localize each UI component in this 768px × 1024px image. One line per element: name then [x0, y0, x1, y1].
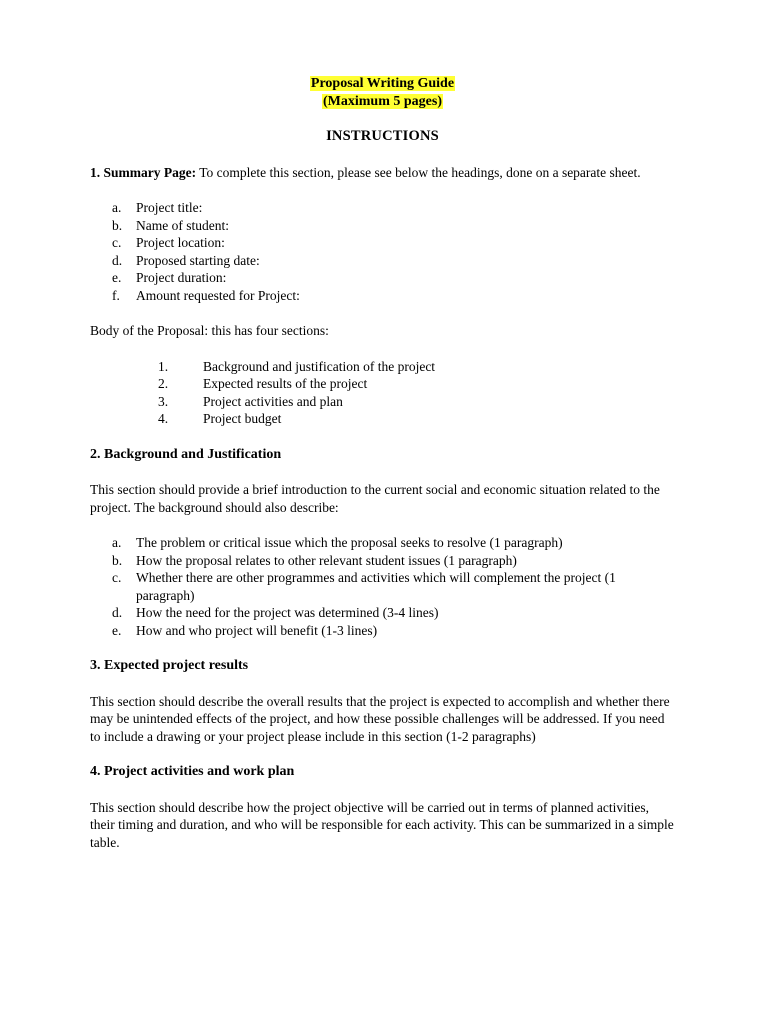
list-item-text: Background and justification of the project — [203, 358, 436, 374]
list-item — [90, 604, 675, 622]
section4-heading: 4. Project activities and work plan — [90, 764, 295, 779]
list-item — [90, 217, 675, 235]
summary-items-list — [90, 199, 675, 304]
list-item-text: Project duration: — [136, 270, 227, 285]
section1-heading: 1. Summary Page: — [90, 164, 197, 180]
list-item — [90, 375, 675, 393]
section1-paragraph — [90, 164, 675, 182]
list-marker: f. — [112, 287, 120, 303]
list-item-text: Whether there are other programmes and activities which will complement the project (1 paragraph) — [136, 570, 616, 603]
section1-text: To complete this section, please see below the headings, done on a separate sheet. — [196, 164, 641, 180]
list-marker: c. — [112, 235, 122, 250]
list-item-text: Project budget — [203, 411, 282, 426]
section3-heading: 3. Expected project results — [90, 658, 249, 673]
list-item-text: How and who project will benefit (1-3 lines) — [136, 622, 378, 638]
document-title — [90, 75, 675, 111]
list-item-text: The problem or critical issue which the proposal seeks to resolve (1 paragraph) — [136, 535, 563, 550]
list-item-text: How the need for the project was determined (3-4 lines) — [136, 605, 439, 620]
list-item-text: Proposed starting date: — [136, 252, 260, 268]
list-item-text: Project location: — [136, 235, 225, 250]
list-item-text: Project activities and plan — [203, 393, 343, 409]
list-item — [90, 552, 675, 570]
list-marker: a. — [112, 200, 122, 215]
list-item-text: How the proposal relates to other relevant student issues (1 paragraph) — [136, 552, 517, 568]
section2-heading: 2. Background and Justification — [90, 446, 282, 462]
title-line-2: (Maximum 5 pages) — [323, 94, 442, 109]
document-page — [90, 75, 675, 851]
list-marker: a. — [112, 535, 122, 550]
instructions-heading: INSTRUCTIONS — [326, 128, 439, 144]
list-marker: 3. — [158, 393, 169, 409]
list-item — [90, 534, 675, 552]
list-marker: d. — [112, 605, 123, 620]
body-intro: Body of the Proposal: this has four sections: — [90, 323, 329, 338]
title-line-1: Proposal Writing Guide — [310, 76, 455, 91]
list-item — [90, 199, 675, 217]
list-marker: b. — [112, 552, 123, 568]
list-marker: e. — [112, 270, 122, 285]
list-marker: 2. — [158, 376, 169, 391]
section2-text: This section should provide a brief introduction to the current social and economic situation related to the project. The background should also describe: — [90, 482, 660, 515]
list-item — [90, 269, 675, 287]
list-item — [90, 569, 675, 604]
list-item — [90, 287, 675, 305]
list-marker: b. — [112, 217, 123, 233]
list-marker: 1. — [158, 358, 169, 374]
list-marker: e. — [112, 622, 122, 638]
section4-text: This section should describe how the project objective will be carried out in terms of planned activities, their timing and duration, and who will be responsible for each activity. This can be summarized in a simple table. — [90, 799, 674, 850]
list-item-text: Project title: — [136, 200, 203, 215]
list-item — [90, 622, 675, 640]
list-item-text: Expected results of the project — [203, 376, 368, 391]
list-item — [90, 234, 675, 252]
list-item — [90, 393, 675, 411]
list-item-text: Name of student: — [136, 217, 229, 233]
background-items-list — [90, 534, 675, 639]
list-item — [90, 410, 675, 428]
list-item — [90, 252, 675, 270]
list-item — [90, 358, 675, 376]
body-sections-list — [90, 358, 675, 428]
section3-text: This section should describe the overall results that the project is expected to accomplish and whether there may be unintended effects of the project, and how these possible challenges will be addressed. If you need to include a drawing or your project please include in this section (1-2 paragraphs) — [90, 693, 670, 744]
list-item-text: Amount requested for Project: — [136, 287, 300, 303]
list-marker: d. — [112, 252, 123, 268]
list-marker: c. — [112, 570, 122, 585]
list-marker: 4. — [158, 411, 169, 426]
